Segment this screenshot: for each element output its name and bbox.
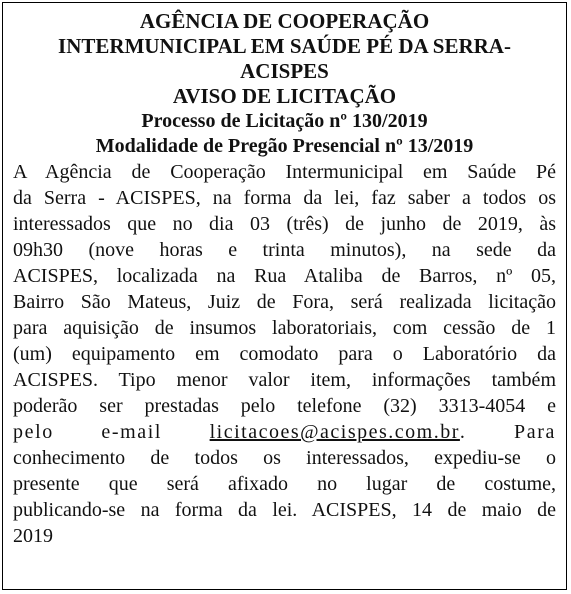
email-link[interactable]: licitacoes@acispes.com.br <box>209 421 460 443</box>
body-line: da Serra - ACISPES, na forma da lei, faz saber a todos os <box>13 187 556 209</box>
body-line: (um) equipamento em comodato para o Laboratório da <box>13 343 556 365</box>
modality: Modalidade de Pregão Presencial nº 13/2019 <box>95 135 474 157</box>
body-line: publicando-se na forma da lei. ACISPES, 14 de maio de <box>13 499 556 521</box>
notice-title: AVISO DE LICITAÇÃO <box>172 84 397 108</box>
email-line <box>13 419 556 445</box>
body-line: interessados que no dia 03 (três) de junho de 2019, às <box>13 213 556 235</box>
body-line: 2019 <box>13 525 53 547</box>
body-line: A Agência de Cooperação Intermunicipal em Saúde Pé <box>13 161 556 183</box>
email-prefix: pelo e-mail <box>13 421 163 443</box>
notice-box <box>2 2 567 590</box>
body-line: 09h30 (nove horas e trinta minutos), na sede da <box>13 239 556 261</box>
process-number: Processo de Licitação nº 130/2019 <box>141 110 428 132</box>
org-name-line-3: ACISPES <box>240 59 329 83</box>
body-line: ACISPES. Tipo menor valor item, informações também <box>13 369 556 391</box>
body-line: para aquisição de insumos laboratoriais, com cessão de 1 <box>13 317 556 339</box>
body-line: presente que será afixado no lugar de costume, <box>13 473 556 495</box>
notice-body <box>13 159 556 549</box>
body-line: conhecimento de todos os interessados, expediu-se o <box>13 447 556 469</box>
org-name-line-1: AGÊNCIA DE COOPERAÇÃO <box>139 9 430 33</box>
org-name-line-2: INTERMUNICIPAL EM SAÚDE PÉ DA SERRA- <box>58 34 511 58</box>
email-suffix: . Para <box>459 421 556 443</box>
body-line: poderão ser prestadas pelo telefone (32) 3313-4054 e <box>13 395 556 417</box>
body-line: Bairro São Mateus, Juiz de Fora, será realizada licitação <box>13 291 556 313</box>
body-line: ACISPES, localizada na Rua Ataliba de Barros, nº 05, <box>13 265 556 287</box>
